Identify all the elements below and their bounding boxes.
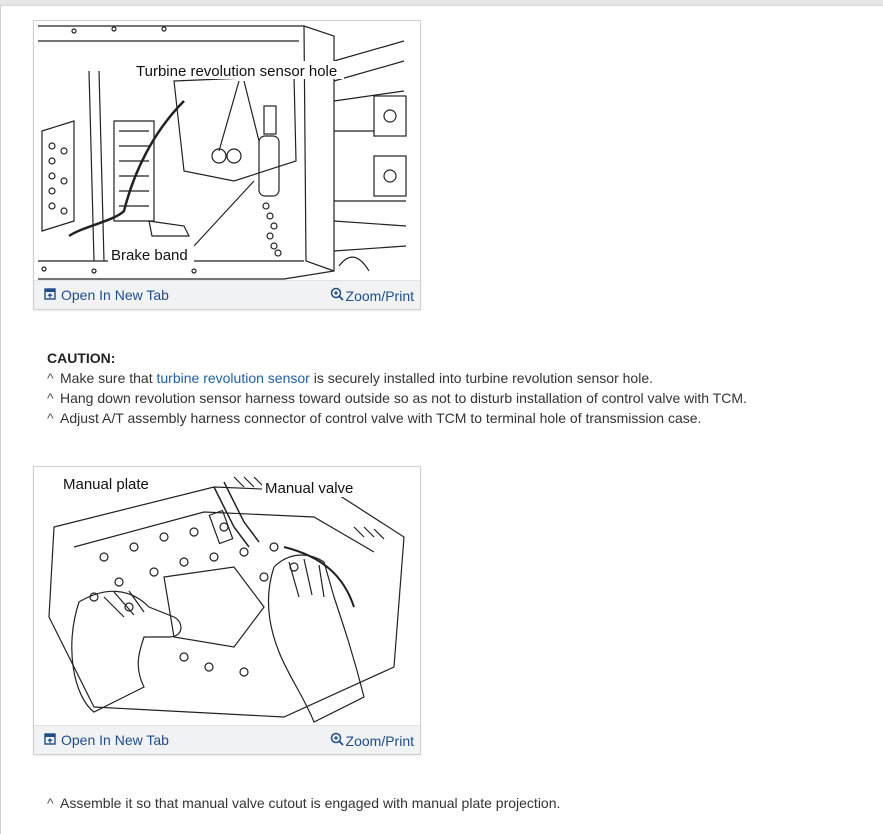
label-manual-plate: Manual plate: [63, 476, 149, 493]
figure-manual-valve: [33, 466, 421, 755]
open-new-tab-icon: [44, 287, 56, 303]
zoom-print-label: Zoom/Print: [345, 287, 414, 304]
bullet-marker: ^: [47, 795, 54, 811]
zoom-icon: [330, 287, 344, 304]
open-in-new-tab-link[interactable]: [44, 287, 169, 303]
bullet-marker: ^: [47, 370, 54, 386]
top-border: [0, 0, 883, 6]
figure-action-bar: [34, 725, 420, 754]
zoom-icon: [330, 732, 344, 749]
open-new-tab-icon: [44, 732, 56, 748]
open-in-new-tab-link[interactable]: [44, 732, 169, 748]
final-step: [47, 793, 560, 813]
bullet-marker: ^: [47, 390, 54, 406]
label-manual-valve: Manual valve: [265, 480, 354, 497]
zoom-print-link[interactable]: [330, 287, 414, 304]
figure-action-bar: [34, 280, 420, 309]
label-turbine-sensor-hole: Turbine revolution sensor hole: [136, 63, 338, 80]
zoom-print-link[interactable]: [330, 732, 414, 749]
zoom-print-label: Zoom/Print: [345, 732, 414, 749]
label-brake-band: Brake band: [111, 247, 188, 264]
turbine-sensor-link[interactable]: turbine revolution sensor: [156, 370, 310, 386]
diagram-turbine-sensor-hole: [34, 21, 420, 281]
final-step-text: Assemble it so that manual valve cutout is engaged with manual plate projection.: [60, 795, 561, 811]
caution-item-1: ^ Make sure that turbine revolution sensor is securely installed into turbine revolution sensor hole.: [47, 370, 653, 386]
caution-item-3: ^ Adjust A/T assembly harness connector of control valve with TCM to terminal hole of transmission case.: [47, 410, 702, 426]
open-in-new-tab-label: Open In New Tab: [61, 287, 169, 303]
left-rule: [0, 5, 1, 834]
caution-title: CAUTION:: [47, 350, 116, 366]
caution-item-2: ^ Hang down revolution sensor harness toward outside so as not to disturb installation of control valve with TCM.: [47, 390, 747, 406]
figure-turbine-sensor: [33, 20, 421, 310]
caution-section: [47, 348, 847, 428]
diagram-manual-plate-valve: [34, 467, 420, 727]
open-in-new-tab-label: Open In New Tab: [61, 732, 169, 748]
bullet-marker: ^: [47, 410, 54, 426]
